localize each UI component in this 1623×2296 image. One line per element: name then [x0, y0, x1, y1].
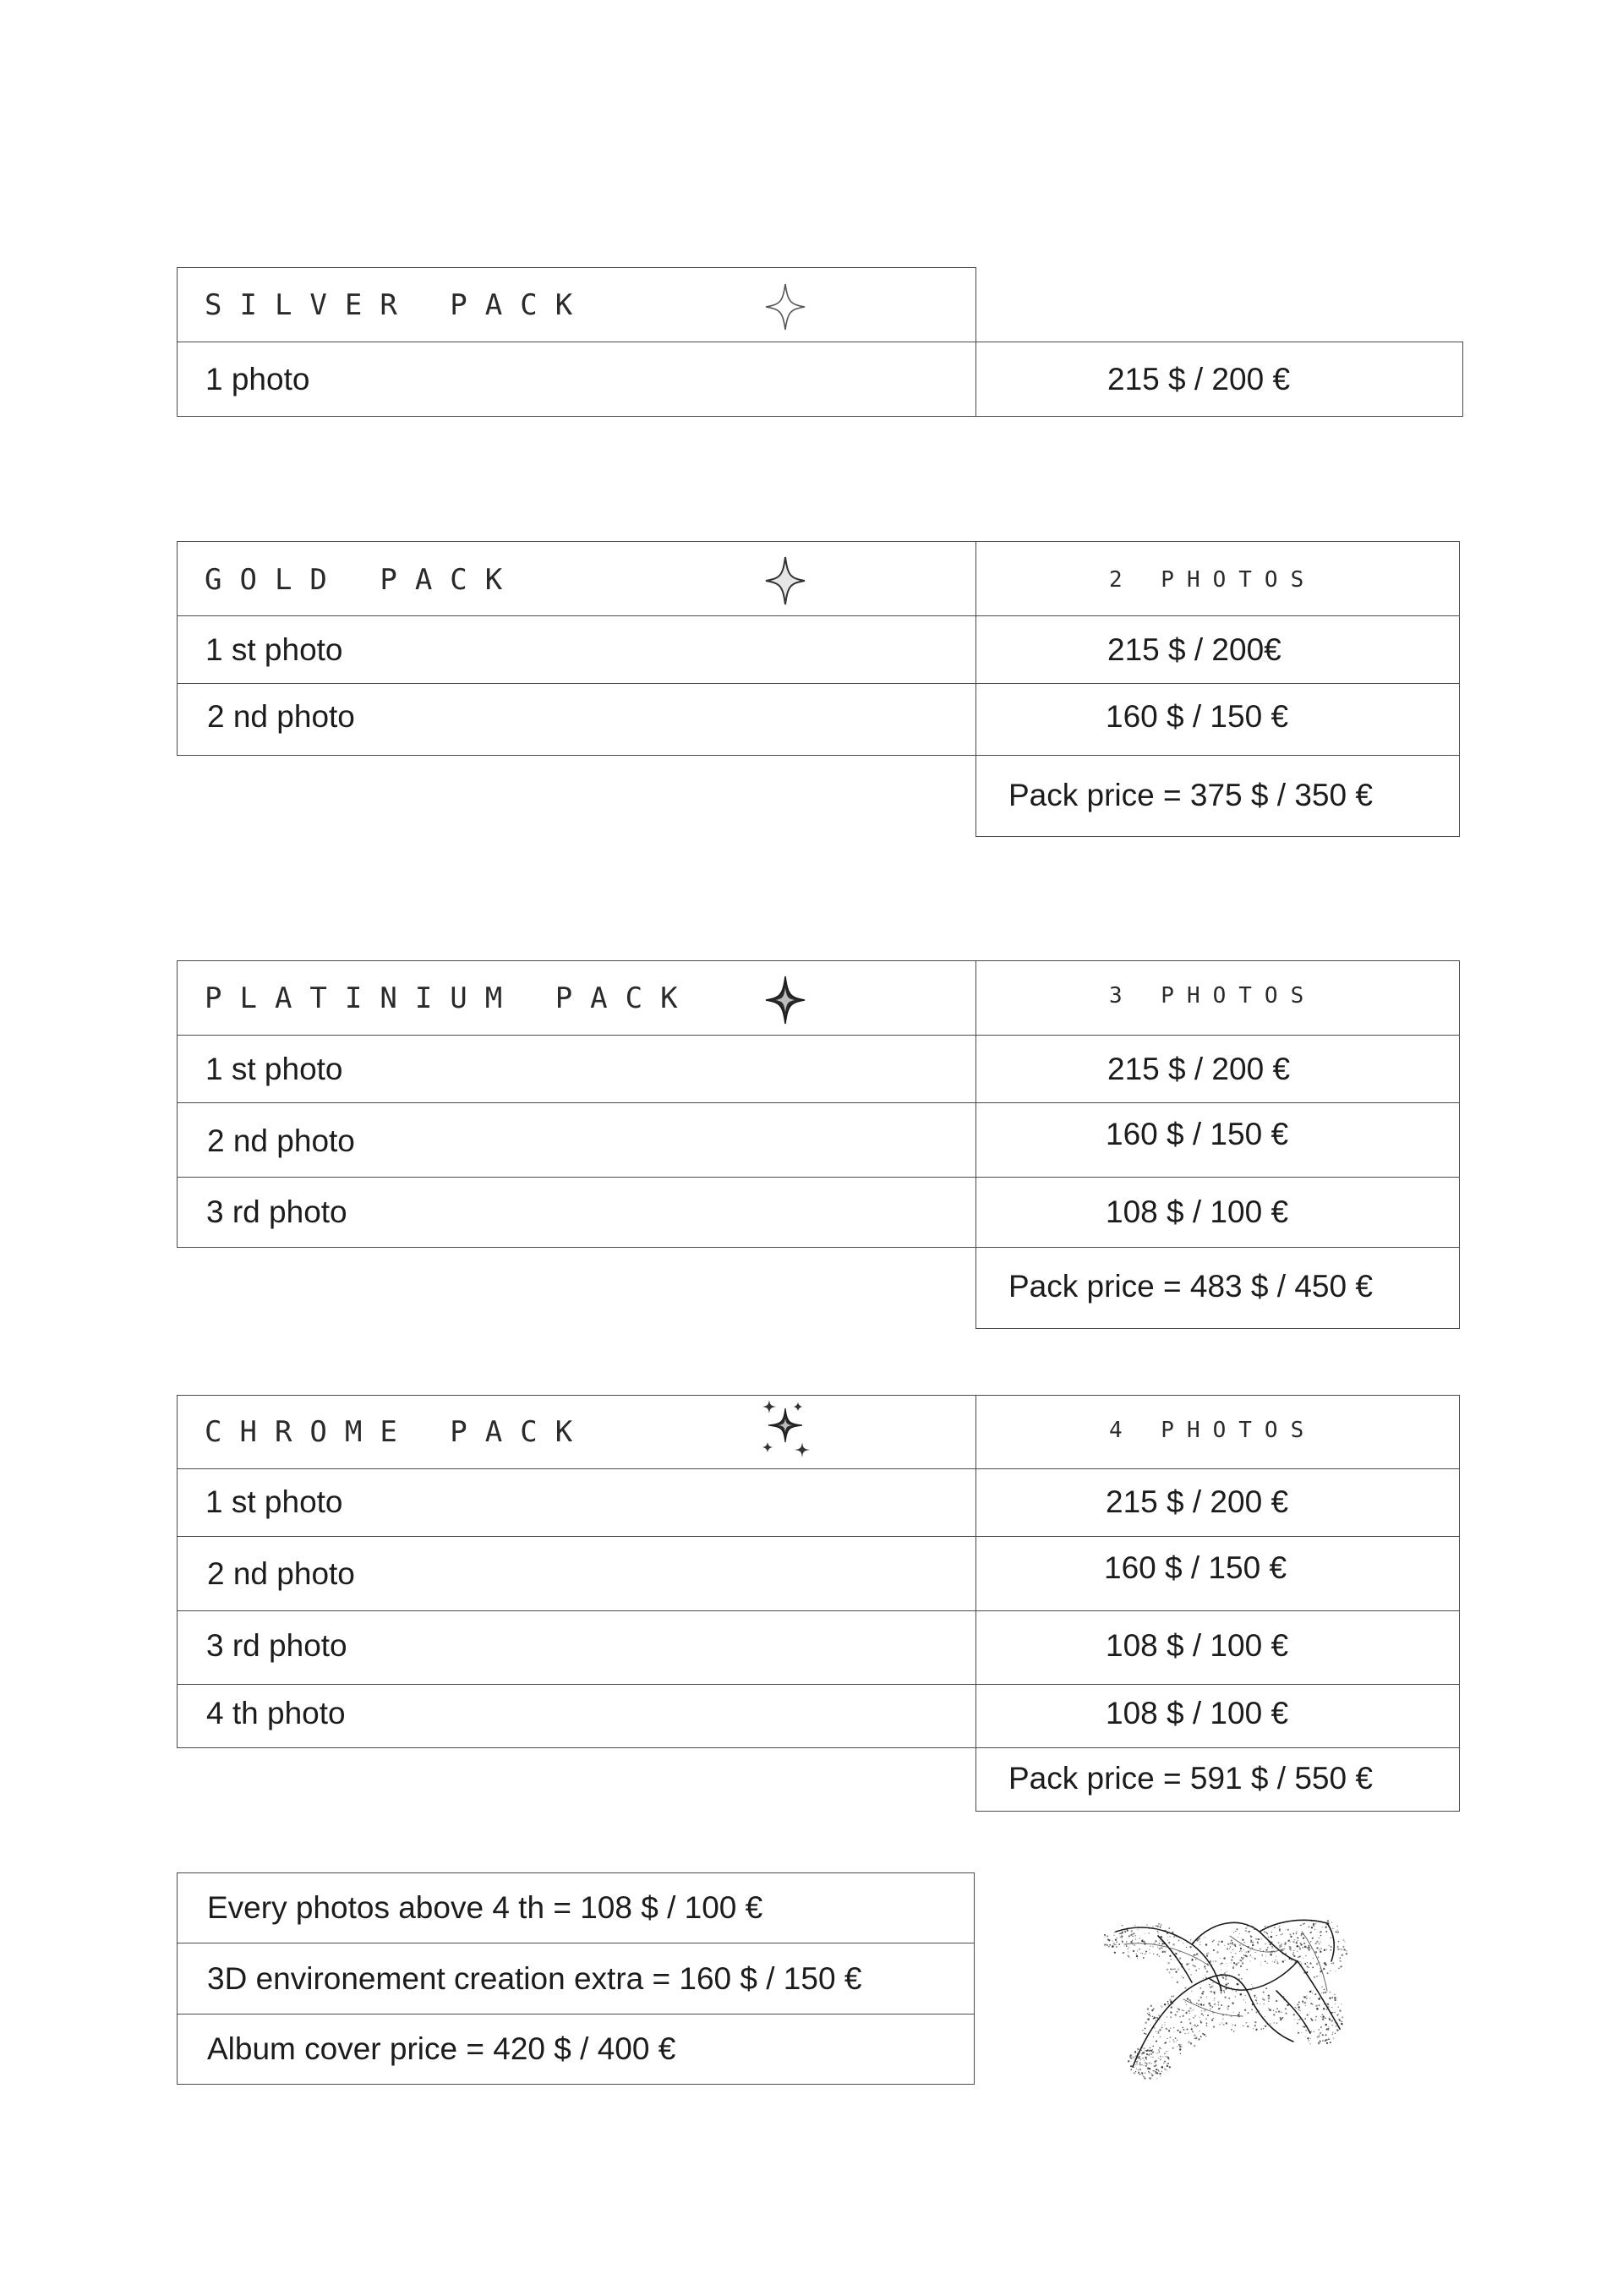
- silver-row-1-label: 1 photo: [205, 362, 310, 396]
- silver-pack-title: SILVER PACK: [205, 288, 591, 322]
- extras-row-3-text: Album cover price = 420 $ / 400 €: [207, 2031, 676, 2066]
- gold-row-1-label: 1 st photo: [205, 632, 343, 667]
- platinium-row-3-label: 3 rd photo: [206, 1194, 347, 1229]
- chrome-pack-title: CHROME PACK: [205, 1415, 591, 1449]
- outline-sparkle-icon: [763, 282, 807, 332]
- chrome-row-4-label: 4 th photo: [206, 1696, 346, 1730]
- platinium-photo-count: 3 PHOTOS: [1109, 983, 1317, 1009]
- platinium-row-2-price: 160 $ / 150 €: [1106, 1117, 1289, 1151]
- chrome-row-2-label: 2 nd photo: [207, 1556, 355, 1591]
- chrome-pack-price: Pack price = 591 $ / 550 €: [1008, 1761, 1373, 1796]
- gold-pack-title: GOLD PACK: [205, 563, 521, 597]
- platinium-pack-price: Pack price = 483 $ / 450 €: [1008, 1269, 1373, 1304]
- gold-photo-count: 2 PHOTOS: [1109, 567, 1317, 593]
- gold-row-2-price: 160 $ / 150 €: [1106, 699, 1289, 734]
- sparkles-cluster-icon: [759, 1400, 815, 1462]
- platinium-pack-title: PLATINIUM PACK: [205, 981, 696, 1015]
- chrome-row-3-price: 108 $ / 100 €: [1106, 1628, 1289, 1663]
- chrome-row-1-price: 215 $ / 200 €: [1106, 1484, 1289, 1519]
- sparkle-icon: [763, 555, 807, 607]
- chrome-photo-count: 4 PHOTOS: [1109, 1418, 1317, 1443]
- gold-pack-price: Pack price = 375 $ / 350 €: [1008, 778, 1373, 812]
- platinium-row-1-price: 215 $ / 200 €: [1107, 1052, 1291, 1086]
- chrome-row-1-label: 1 st photo: [205, 1484, 343, 1519]
- chrome-row-2-price: 160 $ / 150 €: [1104, 1550, 1287, 1585]
- platinium-row-3-price: 108 $ / 100 €: [1106, 1194, 1289, 1229]
- filled-sparkle-icon: [763, 974, 807, 1026]
- chrome-row-3-label: 3 rd photo: [206, 1628, 347, 1663]
- platinium-row-2-label: 2 nd photo: [207, 1123, 355, 1158]
- gold-row-2-label: 2 nd photo: [207, 699, 355, 734]
- silver-row-1-price: 215 $ / 200 €: [1107, 362, 1291, 396]
- extras-row-1-text: Every photos above 4 th = 108 $ / 100 €: [207, 1890, 763, 1925]
- gold-row-1-price: 215 $ / 200€: [1107, 632, 1281, 667]
- platinium-row-1-label: 1 st photo: [205, 1052, 343, 1086]
- extras-row-2-text: 3D environement creation extra = 160 $ / 150 €: [207, 1961, 862, 1996]
- chrome-row-4-price: 108 $ / 100 €: [1106, 1696, 1289, 1730]
- dotted-abstract-sketch: [1082, 1898, 1369, 2092]
